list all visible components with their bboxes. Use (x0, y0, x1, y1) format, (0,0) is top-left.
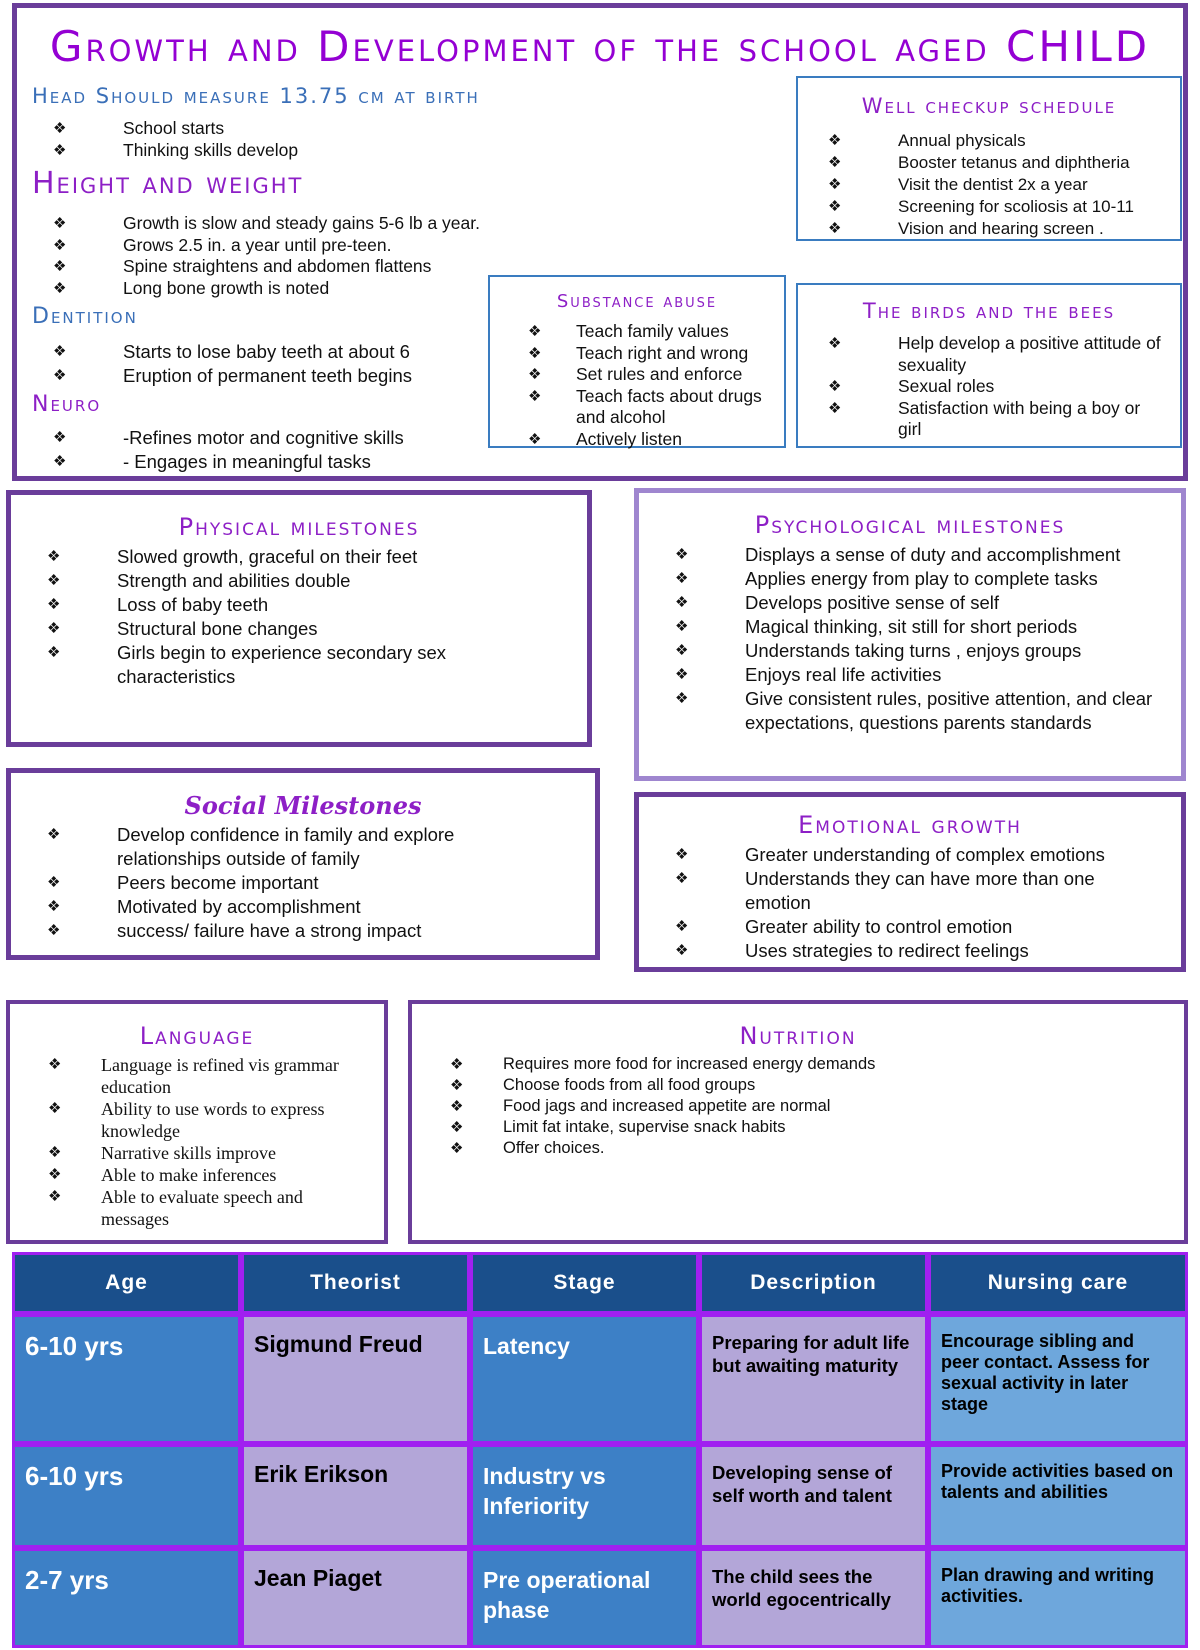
social-list (47, 823, 527, 943)
list-item: ❖ Teach facts about drugs and alcohol (528, 386, 778, 429)
list-item: ❖ Slowed growth, graceful on their feet (47, 545, 547, 569)
physical-list (47, 545, 547, 689)
emotional-box (634, 792, 1186, 972)
list-item: ❖ Sexual roles (828, 376, 1168, 398)
cell-theorist: Jean Piaget (241, 1548, 470, 1648)
height-weight-list (53, 213, 480, 299)
list-item: ❖ Develop confidence in family and explore relationships outside of family (47, 823, 527, 871)
list-item: ❖ Ability to use words to express knowledge (48, 1098, 373, 1142)
list-item: ❖ Peers become important (47, 871, 527, 895)
birds-bees-heading: The birds and the bees (862, 299, 1116, 323)
cell-stage: Latency (470, 1314, 699, 1444)
well-checkup-list (828, 130, 1134, 240)
list-item: ❖ Motivated by accomplishment (47, 895, 527, 919)
list-item: ❖ Applies energy from play to complete tasks (675, 567, 1180, 591)
head-heading: Head Should measure 13.75 cm at birth (32, 84, 480, 108)
list-item: ❖ Develops positive sense of self (675, 591, 1180, 615)
well-checkup-heading: Well checkup schedule (861, 94, 1117, 118)
header-nursing-care: Nursing care (928, 1252, 1188, 1314)
psychological-box (634, 488, 1186, 781)
list-item: ❖ Structural bone changes (47, 617, 547, 641)
list-item: ❖ Enjoys real life activities (675, 663, 1180, 687)
list-item: ❖ Loss of baby teeth (47, 593, 547, 617)
list-item: ❖ School starts (53, 118, 298, 140)
list-item: ❖ Strength and abilities double (47, 569, 547, 593)
cell-theorist: Erik Erikson (241, 1444, 470, 1548)
substance-heading: Substance abuse (556, 291, 718, 312)
social-box (6, 768, 600, 960)
list-item: ❖ Visit the dentist 2x a year (828, 174, 1134, 196)
language-heading: Language (139, 1022, 255, 1050)
list-item: ❖ Requires more food for increased energy demands (450, 1054, 1150, 1075)
nutrition-list (450, 1054, 1150, 1159)
list-item: ❖ Thinking skills develop (53, 140, 298, 162)
header-theorist: Theorist (241, 1252, 470, 1314)
emotional-heading: Emotional growth (798, 811, 1022, 839)
list-item: ❖ Screening for scoliosis at 10-11 (828, 196, 1134, 218)
list-item: ❖ Language is refined vis grammar education (48, 1054, 373, 1098)
cell-age: 6-10 yrs (12, 1444, 241, 1548)
list-item: ❖ Teach right and wrong (528, 343, 778, 365)
well-checkup-box (796, 76, 1182, 241)
psychological-heading: Psychological milestones (754, 511, 1066, 539)
list-item: ❖ Spine straightens and abdomen flattens (53, 256, 480, 278)
list-item: ❖ Booster tetanus and diphtheria (828, 152, 1134, 174)
list-item: ❖ Able to make inferences (48, 1164, 373, 1186)
cell-stage: Pre operational phase (470, 1548, 699, 1648)
cell-description: Developing sense of self worth and talent (699, 1444, 928, 1548)
language-list (48, 1054, 373, 1230)
neuro-list (53, 426, 404, 474)
list-item: ❖ Help develop a positive attitude of sexuality (828, 333, 1168, 376)
theorist-table (12, 1252, 1188, 1648)
list-item: ❖ Long bone growth is noted (53, 278, 480, 300)
table-row (12, 1444, 1188, 1548)
physical-box (6, 490, 592, 747)
table-header-row (12, 1252, 1188, 1314)
list-item: ❖ Choose foods from all food groups (450, 1075, 1150, 1096)
list-item: ❖ Actively listen (528, 429, 778, 451)
nutrition-box (408, 1000, 1188, 1244)
table-row (12, 1314, 1188, 1444)
list-item: ❖ Set rules and enforce (528, 364, 778, 386)
cell-theorist: Sigmund Freud (241, 1314, 470, 1444)
list-item: ❖ Limit fat intake, supervise snack habits (450, 1117, 1150, 1138)
header-age: Age (12, 1252, 241, 1314)
cell-stage: Industry vs Inferiority (470, 1444, 699, 1548)
list-item: ❖ Annual physicals (828, 130, 1134, 152)
list-item: ❖ Greater ability to control emotion (675, 915, 1125, 939)
height-weight-heading: Height and weight (32, 166, 304, 201)
page-title: Growth and Development of the school aged CHILD (49, 22, 1151, 71)
substance-list (528, 321, 778, 450)
list-item: ❖ Able to evaluate speech and messages (48, 1186, 373, 1230)
cell-description: The child sees the world egocentrically (699, 1548, 928, 1648)
cell-description: Preparing for adult life but awaiting maturity (699, 1314, 928, 1444)
list-item: ❖ Girls begin to experience secondary sex characteristics (47, 641, 547, 689)
dentition-list (53, 340, 412, 388)
list-item: ❖ Vision and hearing screen . (828, 218, 1134, 240)
list-item: ❖ Offer choices. (450, 1138, 1150, 1159)
physical-heading: Physical milestones (178, 513, 420, 541)
list-item: ❖ Greater understanding of complex emotions (675, 843, 1125, 867)
birds-bees-list (828, 333, 1168, 441)
list-item: ❖ Understands they can have more than one emotion (675, 867, 1125, 915)
list-item: ❖ Satisfaction with being a boy or girl (828, 398, 1168, 441)
list-item: ❖ Uses strategies to redirect feelings (675, 939, 1125, 963)
list-item: ❖ Give consistent rules, positive attention, and clear expectations, questions parents standards (675, 687, 1180, 735)
list-item: ❖ success/ failure have a strong impact (47, 919, 527, 943)
language-box (6, 1000, 388, 1244)
list-item: ❖ Magical thinking, sit still for short periods (675, 615, 1180, 639)
nutrition-heading: Nutrition (739, 1022, 857, 1050)
list-item: ❖ Food jags and increased appetite are normal (450, 1096, 1150, 1117)
cell-nursing-care: Plan drawing and writing activities. (928, 1548, 1188, 1648)
list-item: ❖ Growth is slow and steady gains 5-6 lb a year. (53, 213, 480, 235)
cell-age: 6-10 yrs (12, 1314, 241, 1444)
list-item: ❖ Displays a sense of duty and accomplishment (675, 543, 1180, 567)
psychological-list (675, 543, 1180, 735)
emotional-list (675, 843, 1125, 963)
cell-nursing-care: Provide activities based on talents and abilities (928, 1444, 1188, 1548)
list-item: ❖ Grows 2.5 in. a year until pre-teen. (53, 235, 480, 257)
list-item: ❖ Starts to lose baby teeth at about 6 (53, 340, 412, 364)
birds-bees-box (796, 283, 1182, 448)
header-description: Description (699, 1252, 928, 1314)
table-row (12, 1548, 1188, 1648)
dentition-heading: Dentition (32, 304, 138, 329)
list-item: ❖ Understands taking turns , enjoys groups (675, 639, 1180, 663)
head-list (53, 118, 298, 161)
list-item: ❖ - Engages in meaningful tasks (53, 450, 404, 474)
list-item: ❖ Eruption of permanent teeth begins (53, 364, 412, 388)
cell-nursing-care: Encourage sibling and peer contact. Assess for sexual activity in later stage (928, 1314, 1188, 1444)
list-item: ❖ Narrative skills improve (48, 1142, 373, 1164)
substance-box (488, 275, 786, 448)
neuro-heading: Neuro (32, 392, 102, 417)
list-item: ❖ -Refines motor and cognitive skills (53, 426, 404, 450)
header-stage: Stage (470, 1252, 699, 1314)
social-heading: Social Milestones (184, 791, 422, 820)
cell-age: 2-7 yrs (12, 1548, 241, 1648)
list-item: ❖ Teach family values (528, 321, 778, 343)
